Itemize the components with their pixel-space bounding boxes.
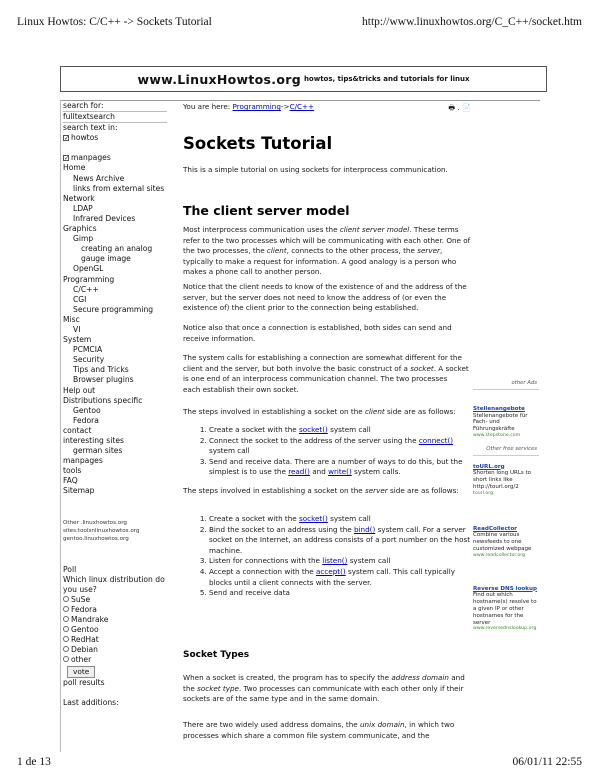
other-ads-label: other Ads — [511, 380, 537, 386]
link-connect[interactable]: connect() — [418, 435, 454, 445]
ad-tourl[interactable] — [473, 464, 539, 498]
search-text-in-label: search text in: — [63, 123, 118, 133]
nav-pcmcia[interactable]: PCMCIA — [73, 345, 103, 355]
ad-column — [473, 380, 539, 710]
nav-secure-programming[interactable]: Secure programming — [73, 304, 154, 314]
print-header — [0, 0, 600, 40]
nav-tools[interactable]: tools — [63, 466, 82, 476]
other-sites-line-1: Other .linuxhowtos.org — [63, 519, 127, 526]
list-item: 1. Create a socket with the socket() system call — [209, 514, 473, 525]
paragraph-client-knows-server: Notice that the client needs to know of the existence of and the address of the server, but the server does not need to know the address of (or even the existence of) the client prior to the connection being established. — [183, 282, 467, 313]
ad-url[interactable]: tourl.org — [473, 490, 494, 496]
paragraph-client-steps-intro: The steps involved in establishing a socket on the client side are as follows: — [183, 407, 456, 416]
radio-icon[interactable] — [63, 646, 69, 652]
paragraph-connection-established: Notice also that once a connection is established, both sides can send and receive information. — [183, 323, 452, 343]
ad-url[interactable]: www.readcollector.org — [473, 552, 526, 558]
link-socket[interactable]: socket() — [299, 425, 328, 434]
print-page-number: 1 de 13 — [17, 756, 51, 768]
ad-url[interactable]: www.stepstone.com — [473, 432, 521, 438]
ad-title[interactable]: Reverse DNS lookup — [473, 585, 537, 592]
manpages-checkbox-label: manpages — [71, 153, 111, 163]
poll-option-other[interactable]: other — [63, 655, 173, 665]
server-steps-list — [197, 514, 473, 599]
poll-option-gentoo[interactable]: Gentoo — [63, 625, 173, 635]
ad-body: Find out which hostname(s) resolve to a given IP or other hostnames for the server — [473, 592, 537, 626]
poll-results-link[interactable]: poll results — [63, 677, 105, 687]
breadcrumb-cpp[interactable]: C/C++ — [289, 102, 315, 111]
nav-browser-plugins[interactable]: Browser plugins — [73, 375, 134, 385]
intro-paragraph: This is a simple tutorial on using sockets for interprocess communication. — [183, 165, 448, 174]
print-page-url[interactable]: http://www.linuxhowtos.org/C_C++/socket.htm — [362, 16, 582, 28]
nav-cpp[interactable]: C/C++ — [73, 284, 99, 294]
ad-title[interactable]: ReadCollector — [473, 525, 518, 532]
paragraph-client-server: Most interprocess communication uses the client server model. These terms refer to the two processes which will be communicating with each other. One of the two processes, the client, connects to the other process, the server, typically to make a request for information. A good analogy is a person who makes a phone call to another person. — [183, 225, 471, 277]
nav-network[interactable]: Network — [63, 193, 95, 203]
ad-reverse-dns[interactable] — [473, 586, 539, 634]
nav-ldap[interactable]: LDAP — [73, 203, 93, 213]
nav-gauge-image[interactable]: gauge image — [81, 254, 131, 264]
nav-sitemap[interactable]: Sitemap — [63, 486, 95, 496]
search-input[interactable]: fulltextsearch — [63, 112, 167, 123]
print-footer — [0, 752, 600, 772]
paragraph-socket-types: When a socket is created, the program has to specify the address domain and the socket type. Two processes can communicate with each other only if their sockets are of the same type and in the same domain. — [183, 673, 465, 704]
list-item: 5. Send and receive data — [209, 588, 473, 599]
nav-tips-tricks[interactable]: Tips and Tricks — [73, 365, 129, 375]
heading-socket-types: Socket Types — [183, 650, 250, 660]
radio-icon[interactable] — [63, 606, 69, 612]
other-sites-line-3[interactable]: gentoo.linuxhowtos.org — [63, 535, 129, 542]
nav-distributions[interactable]: Distributions specific — [63, 395, 143, 405]
page-title: Sockets Tutorial — [183, 134, 333, 153]
poll-option-suse[interactable]: SuSe — [63, 595, 173, 605]
ad-title[interactable]: Stellenangebote — [473, 405, 525, 412]
manpages-checkbox-row[interactable] — [63, 153, 173, 163]
sidebar — [63, 101, 173, 752]
nav-manpages[interactable]: manpages — [63, 456, 103, 466]
list-item: 4. Accept a connection with the accept() system call. This call typically blocks until a client connects with the server. — [209, 567, 473, 588]
nav-fedora[interactable]: Fedora — [73, 415, 99, 425]
poll-question-line-1: Which linux distribution do — [63, 574, 165, 584]
paragraph-server-steps-intro: The steps involved in establishing a socket on the server side are as follows: — [183, 486, 459, 495]
link-bind[interactable]: bind() — [353, 524, 376, 534]
radio-icon[interactable] — [63, 626, 69, 632]
ad-title[interactable]: toURL.org — [473, 463, 505, 470]
paragraph-address-domains: There are two widely used address domains, the unix domain, in which two processes which share a common file system communicate, and the — [183, 720, 455, 740]
other-sites-line-2[interactable]: sites:toolsnlinuxhowtos.org — [63, 527, 140, 534]
article-content — [183, 101, 471, 752]
poll-option-mandrake[interactable]: Mandrake — [63, 615, 173, 625]
poll-option-redhat[interactable]: RedHat — [63, 635, 173, 645]
search-label: search for: — [63, 101, 167, 112]
nav-creating-analog[interactable]: creating an analog — [81, 244, 153, 254]
nav-gentoo[interactable]: Gentoo — [73, 405, 101, 415]
nav-security[interactable]: Security — [73, 355, 105, 365]
howtos-checkbox-label: howtos — [71, 133, 99, 143]
checkbox-icon[interactable]: ✓ — [64, 155, 70, 163]
ad-body: Shorten long URLs to short links like http://tourl.org/2 — [473, 470, 532, 490]
nav-system[interactable]: System — [63, 335, 92, 345]
ad-stellenangebote[interactable] — [473, 406, 539, 440]
link-socket[interactable]: socket() — [299, 514, 328, 523]
list-item: 3. Send and receive data. There are a number of ways to do this, but the simplest is to use the read() and write() system calls. — [209, 457, 473, 478]
radio-icon[interactable] — [63, 596, 69, 602]
link-listen[interactable]: listen() — [322, 556, 348, 566]
ad-readcollector[interactable] — [473, 526, 539, 560]
list-item: 3. Listen for connections with the listen() system call — [209, 556, 473, 567]
howtos-checkbox-row[interactable] — [63, 133, 173, 143]
site-banner[interactable] — [60, 66, 547, 92]
print-date: 06/01/11 22:55 — [512, 756, 582, 768]
radio-icon[interactable] — [63, 616, 69, 622]
nav-misc[interactable]: Misc — [63, 314, 80, 324]
nav-news-archive[interactable]: News Archive — [73, 173, 125, 183]
breadcrumb-programming[interactable]: Programming — [232, 102, 281, 111]
nav-german-sites[interactable]: german sites — [73, 446, 123, 456]
poll-option-fedora[interactable]: Fedora — [63, 605, 173, 615]
ad-body: Combine various newsfeeds to one customized webpage — [473, 532, 532, 552]
nav-faq[interactable]: FAQ — [63, 476, 78, 486]
nav-help-out[interactable]: Help out — [63, 385, 96, 395]
nav-opengl[interactable]: OpenGL — [73, 264, 104, 274]
vote-button[interactable]: vote — [67, 666, 95, 678]
nav-links-external[interactable]: links from external sites — [73, 183, 165, 193]
poll-option-debian[interactable]: Debian — [63, 645, 173, 655]
poll-question-line-2: you use? — [63, 584, 97, 594]
ad-url[interactable]: www.reversednslookup.org — [473, 626, 537, 632]
last-additions-heading: Last additions: — [63, 697, 119, 707]
paragraph-system-calls: The system calls for establishing a connection are somewhat different for the client and the server, but both involve the basic construct of a socket. A socket is one end of an interprocess communication channel. The two processes each establish their own socket. — [183, 353, 469, 394]
breadcrumb: You are here: Programming->C/C++ 🖶 . 📄 — [183, 102, 471, 112]
print-page-title: Linux Howtos: C/C++ -> Sockets Tutorial — [17, 16, 212, 28]
link-accept[interactable]: accept() — [315, 566, 346, 576]
site-tagline: howtos, tips&tricks and tutorials for linux — [303, 75, 470, 83]
nav-home[interactable]: Home — [63, 163, 86, 173]
checkbox-icon[interactable]: ✓ — [64, 135, 70, 143]
other-services-label: Other free services — [486, 445, 537, 452]
list-item: 1. Create a socket with the socket() system call — [209, 425, 473, 436]
nav-gimp[interactable]: Gimp — [73, 234, 94, 244]
heading-client-server: The client server model — [183, 203, 350, 218]
link-write[interactable]: write() — [328, 467, 352, 477]
link-read[interactable]: read() — [288, 467, 310, 477]
nav-cgi[interactable]: CGI — [73, 294, 87, 304]
radio-icon[interactable] — [63, 636, 69, 642]
nav-graphics[interactable]: Graphics — [63, 224, 97, 234]
nav-vi[interactable]: VI — [73, 324, 81, 334]
radio-icon[interactable] — [63, 656, 69, 662]
nav-programming[interactable]: Programming — [63, 274, 115, 284]
ad-body: Stellenangebote für Fach- und Führungskräfte — [473, 412, 528, 433]
nav-infrared[interactable]: Infrared Devices — [73, 213, 136, 223]
poll-heading: Poll — [63, 564, 77, 574]
list-item: 2. Connect the socket to the address of the server using the connect() system call — [209, 436, 473, 457]
nav-interesting-sites[interactable]: interesting sites — [63, 436, 124, 445]
client-steps-list — [197, 425, 473, 478]
nav-contact[interactable]: contact — [63, 425, 92, 435]
site-brand[interactable]: www.LinuxHowtos.org — [137, 71, 301, 87]
print-pdf-icons[interactable]: 🖶 . 📄 — [448, 103, 471, 112]
list-item: 2. Bind the socket to an address using the bind() system call. For a server socket on the Internet, an address consists of a port number on the host machine. — [209, 525, 473, 557]
